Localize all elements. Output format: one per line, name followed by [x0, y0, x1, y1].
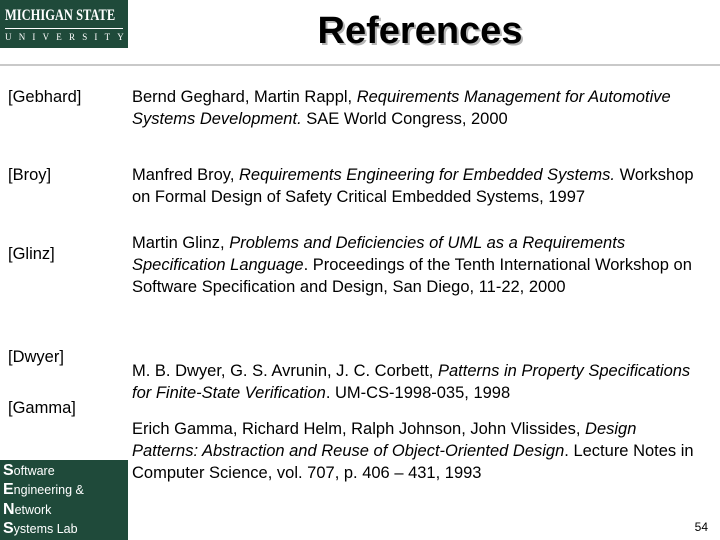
ref-text-dwyer: [132, 360, 702, 404]
sens-lab-logo: [0, 460, 128, 540]
ref-authors: Manfred Broy,: [132, 166, 239, 184]
ref-key-broy: [Broy]: [8, 166, 52, 184]
ref-title: Problems and Deficiencies of UML as a Requirements Specification Language: [132, 234, 626, 274]
ref-key-gamma: [Gamma]: [8, 399, 76, 417]
slide-title: References: [317, 10, 523, 52]
lab-logo-line: Engineering &: [3, 481, 84, 498]
ref-authors: M. B. Dwyer, G. S. Avrunin, J. C. Corbett,: [132, 362, 438, 380]
ref-title: Design Patterns: Abstraction and Reuse of Object-Oriented Design: [132, 420, 637, 460]
logo-rule: [5, 28, 123, 29]
ref-title: Patterns in Property Specifications for Finite-State Verification: [132, 362, 691, 402]
ref-venue: . Proceedings of the Tenth International Workshop on Software Specification and Design, San Diego, 11-22, 2000: [132, 256, 692, 296]
ref-key-glinz: [Glinz]: [8, 245, 55, 263]
ref-venue: . UM-CS-1998-035, 1998: [325, 384, 511, 402]
ref-key-gebhard: [Gebhard]: [8, 88, 82, 106]
ref-authors: Erich Gamma, Richard Helm, Ralph Johnson, John Vlissides,: [132, 420, 586, 438]
ref-venue: . Lecture Notes in Computer Science, vol. 707, p. 406 – 431, 1993: [132, 442, 694, 482]
ref-venue: Workshop on Formal Design of Safety Critical Embedded Systems, 1997: [132, 166, 694, 206]
ref-title: Requirements Management for Automotive Systems Development.: [132, 88, 671, 128]
ref-text-gebhard: [132, 86, 702, 130]
ref-text-glinz: [132, 232, 702, 298]
msu-logo: [0, 0, 131, 48]
logo-bottom-text: UNIVERSITY: [5, 32, 131, 42]
lab-logo-line: Network: [3, 501, 52, 518]
ref-key-dwyer: [Dwyer]: [8, 348, 64, 366]
logo-top-text: MICHIGAN STATE: [5, 7, 116, 24]
ref-authors: Martin Glinz,: [132, 234, 230, 252]
ref-authors: Bernd Geghard, Martin Rappl,: [132, 88, 357, 106]
lab-logo-line: Systems Lab: [3, 520, 78, 537]
ref-text-broy: [132, 164, 702, 208]
ref-venue: SAE World Congress, 2000: [301, 110, 508, 128]
lab-logo-line: Software: [3, 462, 55, 479]
page-number: 54: [694, 520, 708, 534]
title-divider: [0, 64, 720, 66]
ref-title: Requirements Engineering for Embedded Systems.: [238, 166, 616, 184]
ref-text-gamma: [132, 418, 702, 484]
